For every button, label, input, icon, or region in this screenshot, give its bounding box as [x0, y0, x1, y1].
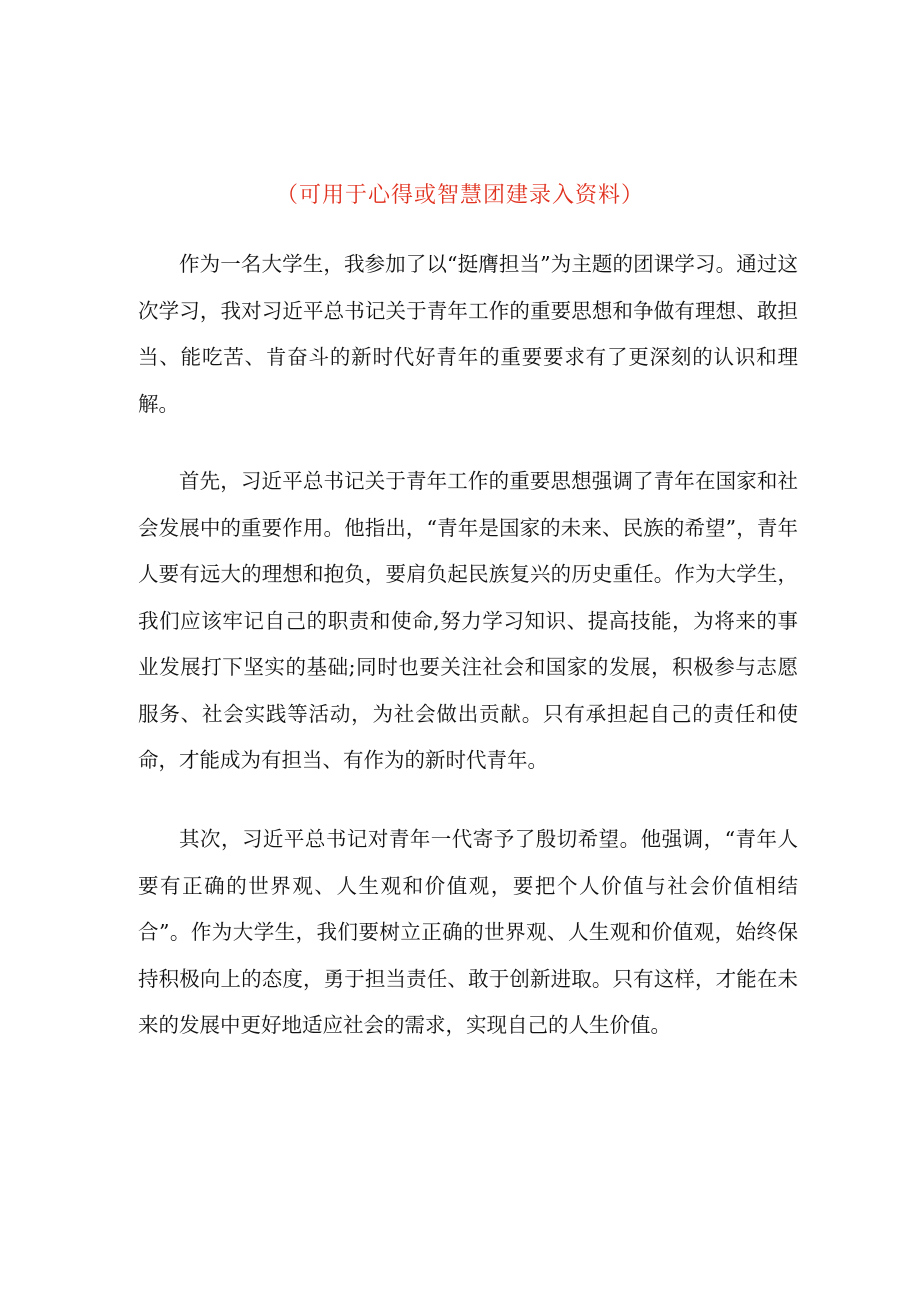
- paragraph-intro: 作为一名大学生，我参加了以“挺膺担当”为主题的团课学习。通过这次学习，我对习近平总书记关于青年工作的重要思想和争做有理想、敢担当、能吃苦、肯奋斗的新时代好青年的重要要求有了更深刻的认识和理解。: [138, 252, 798, 416]
- paragraph-first-point: 首先，习近平总书记关于青年工作的重要思想强调了青年在国家和社会发展中的重要作用。他指出，“青年是国家的未来、民族的希望”，青年人要有远大的理想和抱负，要肩负起民族复兴的历史重任。作为大学生，我们应该牢记自己的职责和使命,努力学习知识、提高技能，为将来的事业发展打下坚实的基础;同时也要关注社会和国家的发展，积极参与志愿服务、社会实践等活动，为社会做出贡献。只有承担起自己的责任和使命，才能成为有担当、有作为的新时代青年。: [138, 469, 798, 772]
- document-subtitle: （可用于心得或智慧团建录入资料）: [275, 183, 644, 208]
- paragraph-second-point: 其次，习近平总书记对青年一代寄予了殷切希望。他强调，“青年人要有正确的世界观、人生观和价值观，要把个人价值与社会价值相结合”。作为大学生，我们要树立正确的世界观、人生观和价值观，始终保持积极向上的态度，勇于担当责任、敢于创新进取。只有这样，才能在未来的发展中更好地适应社会的需求，实现自己的人生价值。: [138, 827, 798, 1037]
